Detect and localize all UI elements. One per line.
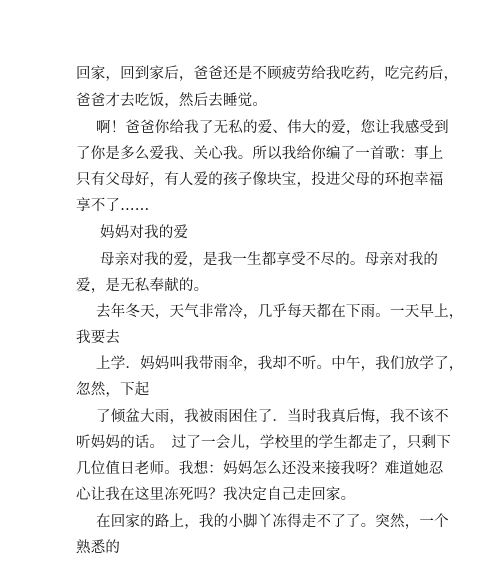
text-line: 忽然，下起: [76, 382, 150, 398]
text-line: 啊！爸爸你给我了无私的爱、伟大的爱，您让我感受到: [96, 120, 449, 136]
text-line: 听妈妈的话。 过了一会儿，学校里的学生都走了，只剩下: [76, 435, 451, 451]
text-line: 熟悉的: [76, 540, 121, 556]
text-line: 爱，是无私奉献的。: [76, 278, 209, 294]
text-line: 享不了……: [76, 198, 150, 214]
text-line: 了你是多么爱我、关心我。所以我给你编了一首歌：事上: [76, 146, 444, 162]
text-line: 心让我在这里冻死吗？我决定自己走回家。: [76, 487, 356, 503]
text-line: 母亲对我的爱，是我一生都享受不尽的。母亲对我的: [100, 252, 439, 268]
text-line: 几位值日老师。我想：妈妈怎么还没来接我呀？难道她忍: [76, 461, 444, 477]
text-line: 了倾盆大雨，我被雨困住了．当时我真后悔，我不该不: [96, 409, 449, 425]
section-heading: 妈妈对我的爱: [100, 225, 189, 241]
text-line: 爸爸才去吃饭，然后去睡觉。: [76, 93, 268, 109]
text-line: 在回家的路上，我的小脚丫冻得走不了了。突然，一个: [96, 514, 449, 530]
text-line: 只有父母好，有人爱的孩子像块宝，投进父母的环抱幸福: [76, 172, 444, 188]
text-line: 我要去: [76, 330, 121, 346]
text-line: 上学．妈妈叫我带雨伞，我却不听。中午，我们放学了，: [96, 356, 464, 372]
text-line: 回家，回到家后，爸爸还是不顾疲劳给我吃药，吃完药后，: [76, 66, 459, 82]
text-line: 去年冬天，天气非常冷，几乎每天都在下雨。一天早上，: [96, 304, 464, 320]
